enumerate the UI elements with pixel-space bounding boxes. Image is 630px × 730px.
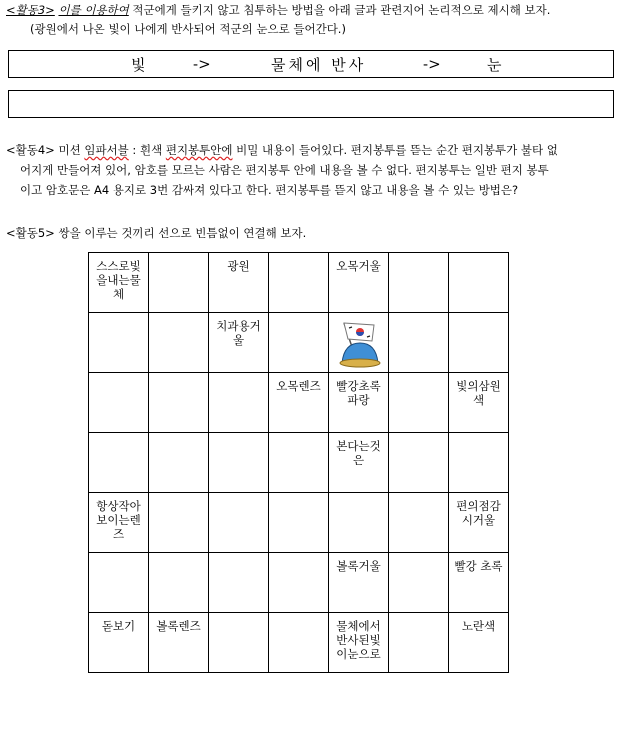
grid-cell-image[interactable] [329, 313, 389, 373]
grid-cell[interactable] [389, 253, 449, 313]
grid-cell[interactable]: 본다는것은 [329, 433, 389, 493]
grid-cell[interactable]: 돋보기 [89, 613, 149, 673]
grid-cell[interactable]: 오목거울 [329, 253, 389, 313]
grid-cell[interactable] [209, 553, 269, 613]
grid-cell[interactable] [389, 613, 449, 673]
grid-cell[interactable]: 항상작아보이는렌즈 [89, 493, 149, 553]
grid-cell[interactable]: 오목렌즈 [269, 373, 329, 433]
grid-cell[interactable] [269, 313, 329, 373]
grid-row [89, 613, 509, 673]
grid-cell[interactable]: 빛의삼원색 [449, 373, 509, 433]
grid-cell[interactable]: 볼록렌즈 [149, 613, 209, 673]
grid-cell[interactable] [149, 373, 209, 433]
grid-cell[interactable] [89, 433, 149, 493]
activity3-emph: 이를 이용하여 [58, 3, 129, 17]
grid-cell[interactable]: 물체에서반사된빛이눈으로 [329, 613, 389, 673]
grid-cell[interactable] [149, 493, 209, 553]
activity4-label: <활동4> 미션 [6, 143, 85, 157]
grid-cell[interactable]: 볼록거울 [329, 553, 389, 613]
grid-row [89, 553, 509, 613]
grid-cell[interactable] [149, 253, 209, 313]
grid-cell[interactable] [209, 433, 269, 493]
flow-eye: 눈 [487, 55, 502, 74]
grid-row [89, 433, 509, 493]
grid-cell[interactable] [389, 493, 449, 553]
flow-arrow-1: -> [193, 55, 211, 73]
grid-cell[interactable] [389, 433, 449, 493]
grid-row [89, 493, 509, 553]
activity3-hint: (광원에서 나온 빛이 나에게 반사되어 적군의 눈으로 들어간다.) [30, 22, 346, 36]
grid-cell[interactable] [389, 313, 449, 373]
grid-cell[interactable] [269, 493, 329, 553]
flag-helmet-icon [336, 319, 382, 369]
grid-cell[interactable] [209, 373, 269, 433]
flow-light: 빛 [131, 55, 146, 74]
activity4-rest: 비밀 내용이 들어있다. 편지봉투를 뜯는 순간 편지봉투가 불타 없 [232, 143, 558, 157]
grid-cell[interactable] [269, 433, 329, 493]
grid-cell[interactable]: 스스로빛을내는물체 [89, 253, 149, 313]
grid-cell[interactable]: 편의점감시거울 [449, 493, 509, 553]
grid-cell[interactable] [89, 553, 149, 613]
grid-row [89, 373, 509, 433]
grid-cell[interactable] [269, 553, 329, 613]
grid-cell[interactable] [449, 313, 509, 373]
grid-cell[interactable]: 빨강 초록 [449, 553, 509, 613]
grid-cell[interactable]: 빨강초록파랑 [329, 373, 389, 433]
grid-cell[interactable] [209, 493, 269, 553]
flow-reflect: 물체에 반사 [271, 55, 367, 74]
activity4-mid: : 흰색 [128, 143, 166, 157]
mission-word: 임파서블 [84, 143, 129, 157]
grid-cell[interactable] [89, 373, 149, 433]
grid-cell[interactable]: 노란색 [449, 613, 509, 673]
activity3-label: <활동3> [6, 3, 55, 17]
grid-cell[interactable] [389, 553, 449, 613]
grid-cell[interactable] [269, 613, 329, 673]
grid-cell[interactable] [389, 373, 449, 433]
activity3-line [6, 2, 550, 18]
grid-cell[interactable] [149, 313, 209, 373]
activity5-title: <활동5> 쌍을 이루는 것끼리 선으로 빈틈없이 연결해 보자. [6, 226, 307, 240]
answer-box[interactable] [8, 90, 614, 118]
grid-row [89, 253, 509, 313]
activity4-line3: 이고 암호문은 A4 용지로 3번 감싸져 있다고 한다. 편지봉투를 뜯지 않고 내용을 볼 수 있는 방법은? [20, 183, 519, 197]
envelope-word: 편지봉투안에 [165, 143, 233, 157]
grid-cell[interactable] [449, 433, 509, 493]
grid-cell[interactable] [209, 613, 269, 673]
matching-grid [88, 252, 509, 673]
grid-cell[interactable] [449, 253, 509, 313]
grid-cell[interactable] [149, 433, 209, 493]
activity3-text: 적군에게 들키지 않고 침투하는 방법을 아래 글과 관련지어 논리적으로 제시해 보자. [128, 3, 551, 17]
grid-row [89, 313, 509, 373]
grid-cell[interactable] [89, 313, 149, 373]
grid-cell[interactable]: 치과용거울 [209, 313, 269, 373]
activity4-line2: 어지게 만들어져 있어, 암호를 모르는 사람은 편지봉투 안에 내용을 볼 수 없다. 편지봉투는 일반 편지 봉투 [20, 163, 549, 177]
flow-arrow-2: -> [423, 55, 441, 73]
activity4-line1 [6, 143, 558, 157]
activity4 [6, 140, 620, 200]
grid-cell[interactable] [329, 493, 389, 553]
grid-cell[interactable] [269, 253, 329, 313]
flow-box [8, 50, 614, 78]
grid-cell[interactable]: 광원 [209, 253, 269, 313]
grid-cell[interactable] [149, 553, 209, 613]
